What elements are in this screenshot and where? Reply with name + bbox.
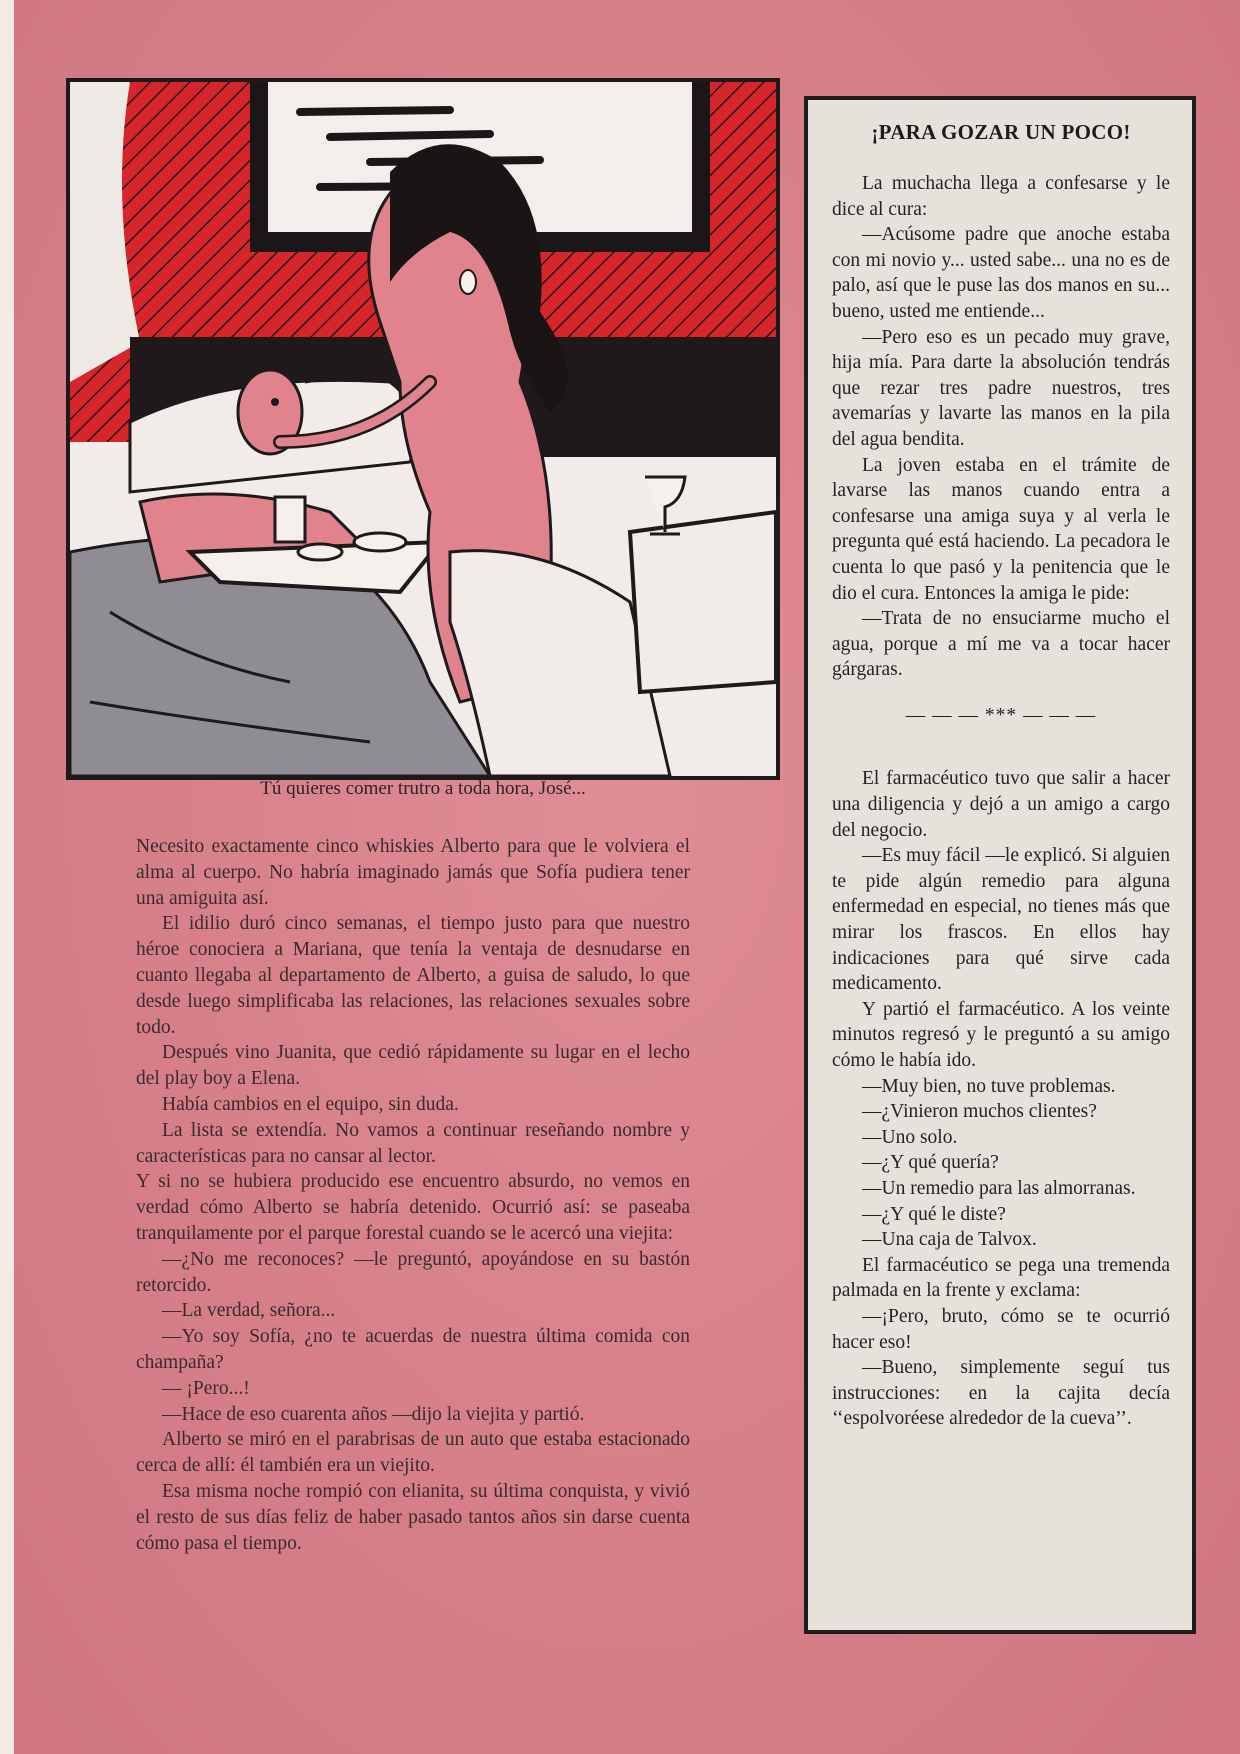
- story-paragraph: —La verdad, señora...: [162, 1300, 336, 1322]
- story-paragraph: —¿No me reconoces? —le preguntó, apoyándose en su bastón retorcido.: [136, 1248, 690, 1296]
- story-paragraph: Había cambios en el equipo, sin duda.: [162, 1093, 459, 1115]
- jokes-box: [804, 96, 1196, 1634]
- joke-paragraph: —Una caja de Talvox.: [862, 1229, 1037, 1251]
- joke-paragraph: El farmacéutico se pega una tremenda palmada en la frente y exclama:: [832, 1254, 1170, 1302]
- joke-paragraph: —Es muy fácil —le explicó. Si alguien te pide algún remedio para alguna enfermedad en especial, no tienes más que mirar los frascos. En ellos hay indicaciones para qué sirve cada medicamento.: [832, 845, 1170, 995]
- joke-paragraph: —Un remedio para las almorranas.: [862, 1177, 1136, 1199]
- joke-paragraph: La muchacha llega a confesarse y le dice al cura:: [832, 173, 1170, 220]
- joke-paragraph: —Trata de no ensuciarme mucho el agua, porque a mí me va a tocar hacer gárgaras.: [832, 608, 1170, 681]
- jokes-title: ¡PARA GOZAR UN POCO!: [871, 120, 1131, 144]
- story-paragraph: Después vino Juanita, que cedió rápidamente su lugar en el lecho del play boy a Elena.: [136, 1042, 690, 1090]
- jokes-body: [832, 171, 1170, 1432]
- joke-paragraph: —¡Pero, bruto, cómo se te ocurrió hacer eso!: [832, 1305, 1170, 1353]
- joke-separator: — — — *** — — —: [905, 704, 1097, 726]
- story-paragraph: La lista se extendía. No vamos a continuar reseñando nombre y características para no cansar al lector.: [136, 1119, 690, 1167]
- joke-paragraph: —¿Vinieron muchos clientes?: [862, 1101, 1097, 1123]
- story-text: [136, 834, 690, 1556]
- story-paragraph: Necesito exactamente cinco whiskies Alberto para que le volviera el alma al cuerpo. No habría imaginado jamás que Sofía pudiera tener una amiguita así.: [136, 836, 690, 909]
- story-paragraph: El idilio duró cinco semanas, el tiempo justo para que nuestro héroe conociera a Mariana, que tenía la ventaja de desnudarse en cuanto llegaba al departamento de Alberto, a guisa de saludo, lo que desde luego simplificaba las relaciones, las relaciones sexuales sobre todo.: [136, 913, 690, 1038]
- joke-paragraph: Y partió el farmacéutico. A los veinte minutos regresó y le preguntó a su amigo cómo le había ido.: [832, 998, 1170, 1071]
- page-edge: [0, 0, 14, 1754]
- joke-paragraph: —Bueno, simplemente seguí tus instrucciones: en la cajita decía ‘‘espolvoréese alrededor de la cueva’’.: [832, 1357, 1170, 1430]
- joke-paragraph: —Uno solo.: [862, 1126, 958, 1148]
- story-paragraph: —Hace de eso cuarenta años —dijo la viejita y partió.: [162, 1403, 585, 1425]
- illustration-caption: Tú quieres comer trutro a toda hora, José...: [260, 778, 586, 799]
- story-paragraph: Esa misma noche rompió con elianita, su última conquista, y vivió el resto de sus días feliz de haber pasado tantos años sin darse cuenta cómo pasa el tiempo.: [136, 1480, 690, 1554]
- story-paragraph: Alberto se miró en el parabrisas de un auto que estaba estacionado cerca de allí: él también era un viejito.: [136, 1429, 690, 1477]
- joke-paragraph: —Muy bien, no tuve problemas.: [862, 1075, 1116, 1097]
- joke-paragraph: La joven estaba en el trámite de lavarse las manos cuando entra a confesarse una amiga suya y al verla le pregunta qué está haciendo. La pecadora le cuenta lo que pasó y la penitencia que le dio el cura. Entonces la amiga le pide:: [832, 454, 1170, 604]
- joke-paragraph: —¿Y qué le diste?: [862, 1203, 1006, 1225]
- story-paragraph: Y si no se hubiera producido ese encuentro absurdo, no vemos en verdad cómo Alberto se habría detenido. Ocurrió así: se paseaba tranquilamente por el parque forestal cuando se le acercó una viejita:: [136, 1171, 690, 1244]
- story-paragraph: —Yo soy Sofía, ¿no te acuerdas de nuestra última comida con champaña?: [136, 1326, 690, 1373]
- joke-paragraph: —¿Y qué quería?: [862, 1152, 999, 1174]
- joke-paragraph: El farmacéutico tuvo que salir a hacer una diligencia y dejó a un amigo a cargo del negocio.: [832, 768, 1170, 841]
- story-paragraph: — ¡Pero...!: [162, 1377, 250, 1399]
- joke-paragraph: —Acúsome padre que anoche estaba con mi novio y... usted sabe... una no es de palo, así que le puse las dos manos en su... bueno, usted me entiende...: [832, 224, 1170, 322]
- joke-paragraph: —Pero eso es un pecado muy grave, hija mía. Para darte la absolución tendrás que rezar tres padre nuestros, tres avemarías y lavarte las manos en la pila del agua bendita.: [832, 326, 1170, 450]
- comic-illustration: [66, 78, 780, 780]
